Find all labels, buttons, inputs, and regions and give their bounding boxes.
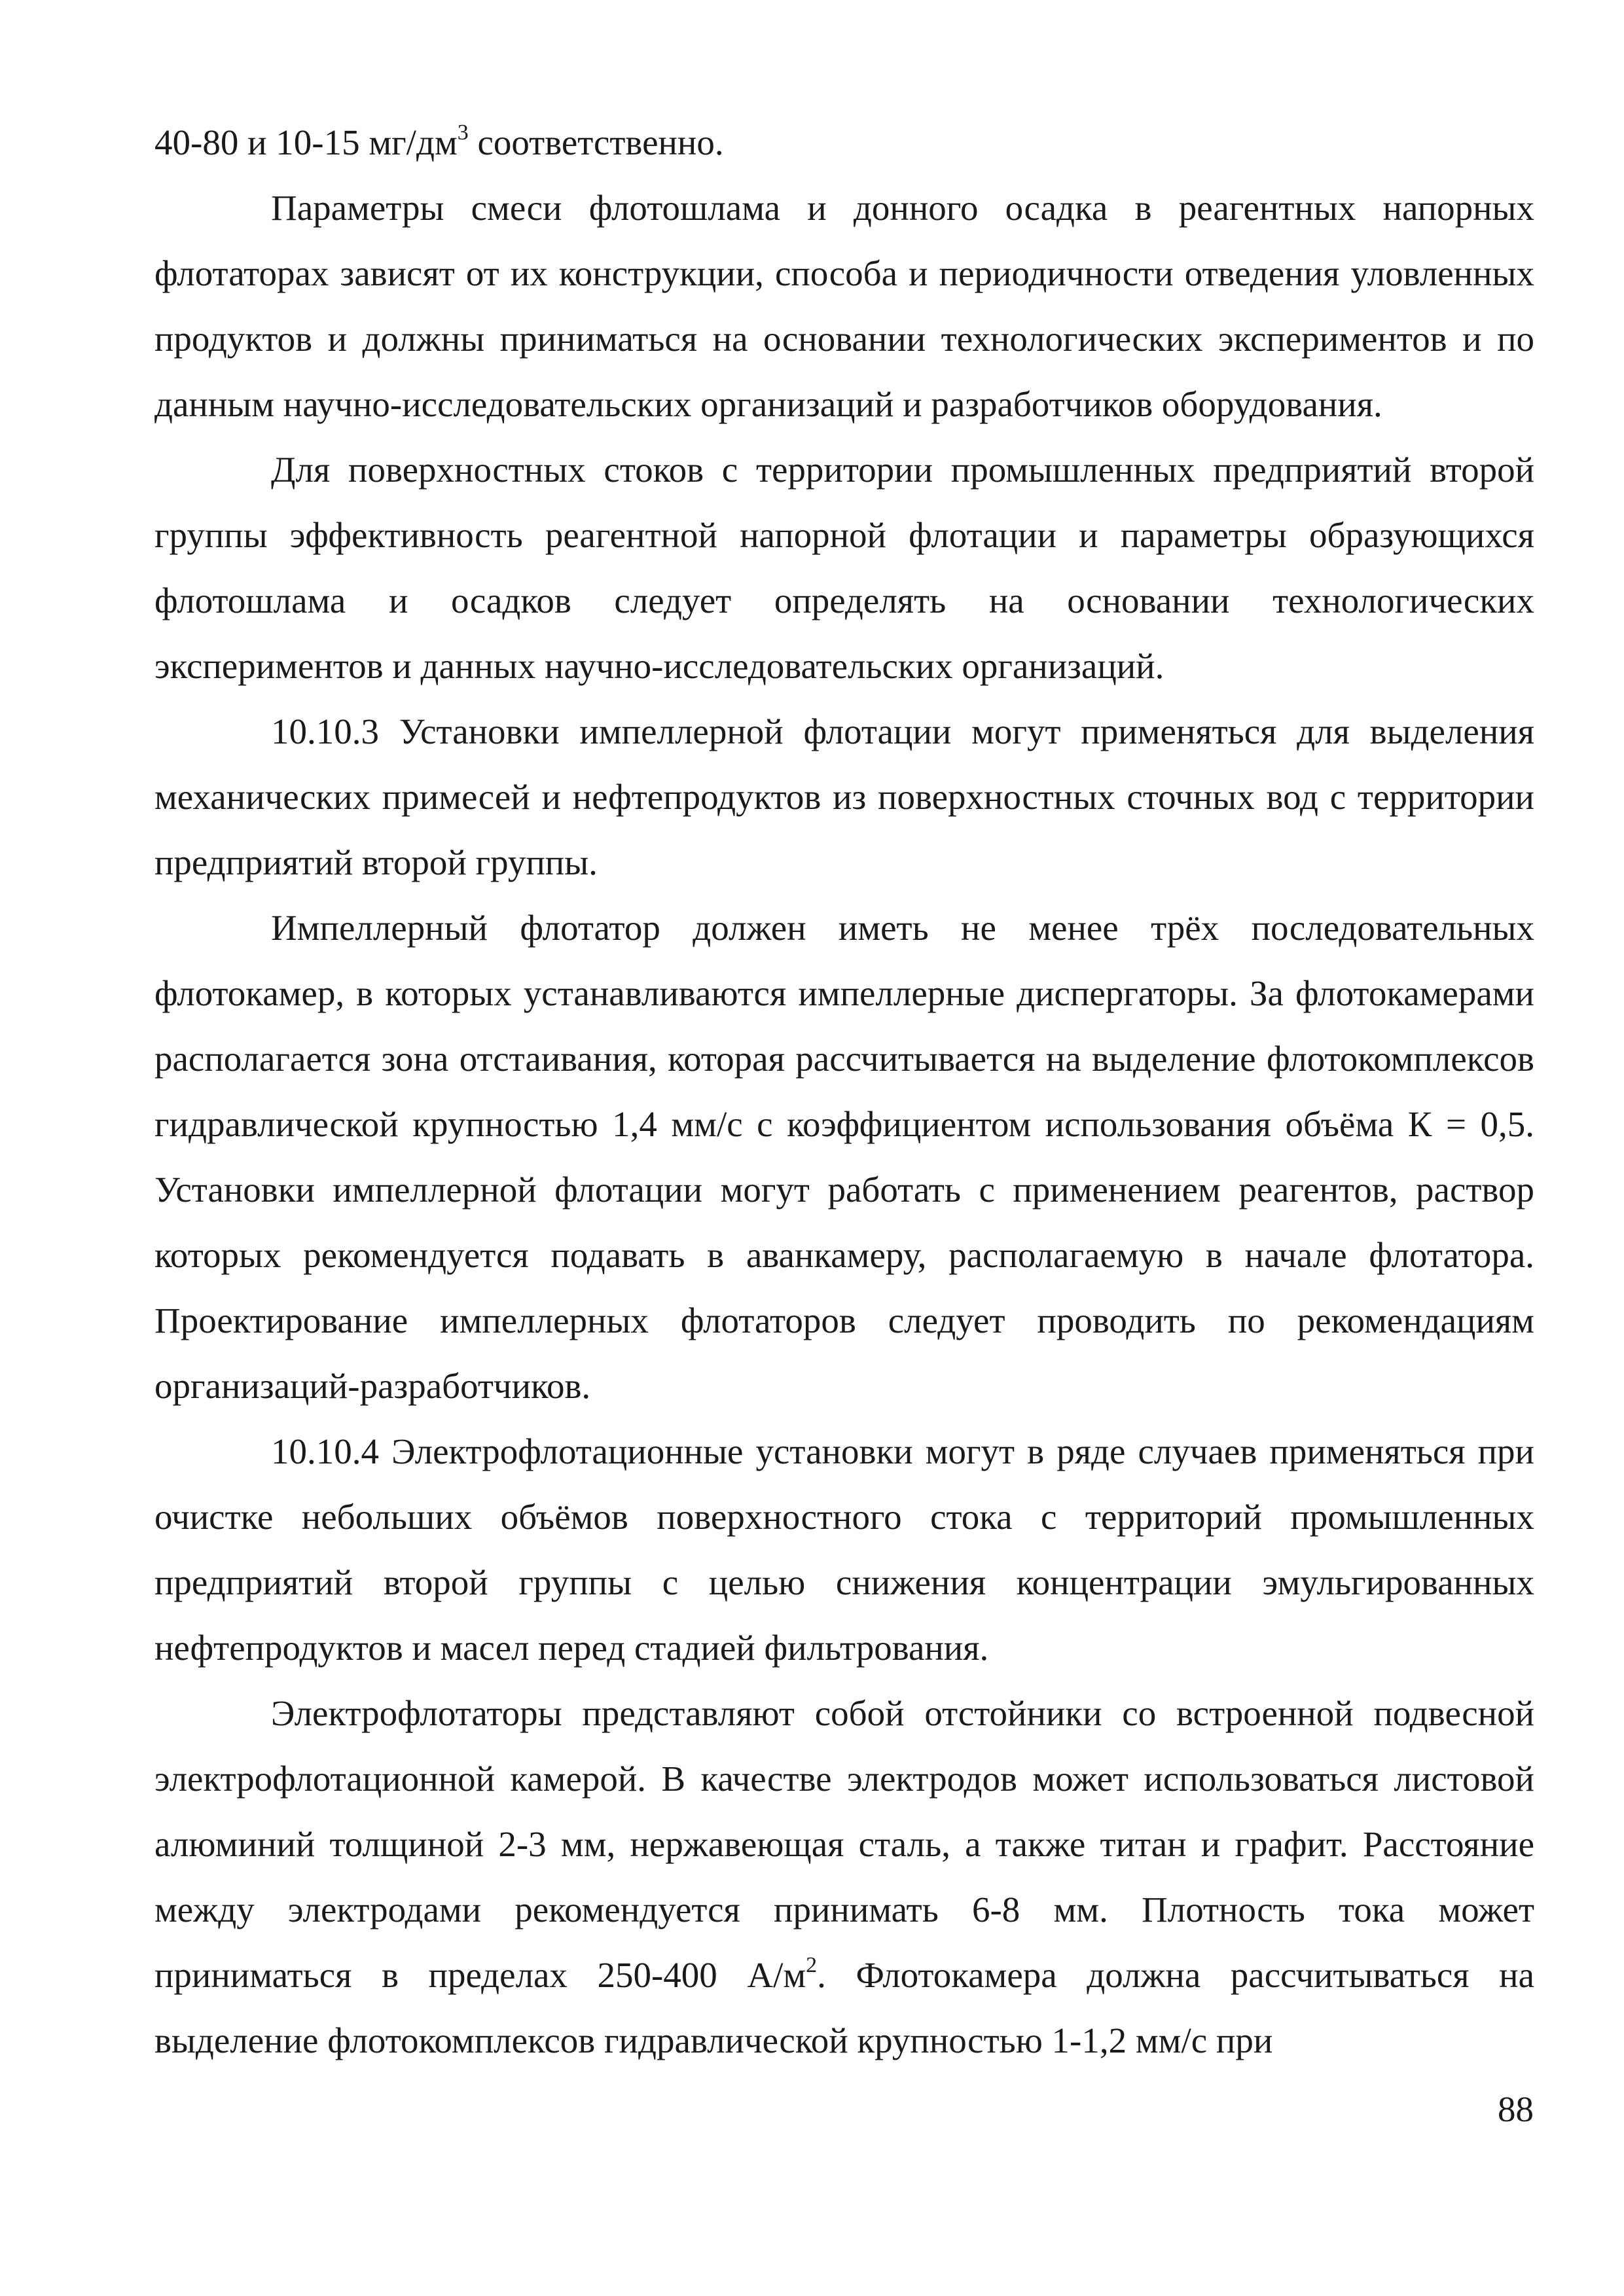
paragraph-flotation-sludge-parameters: Параметры смеси флотошлама и донного осадка в реагентных напорных флотаторах зависят от их конструкции, способа и периодичности отведения уловленных продуктов и должны приниматься на основании технологических экспериментов и по данным научно-исследовательских организаций и разработчиков оборудования. (154, 188, 1534, 424)
paragraph-electroflotators (154, 1681, 1534, 2073)
superscript: 3 (457, 120, 469, 145)
paragraph-impeller-flotator: Импеллерный флотатор должен иметь не менее трёх последовательных флотокамер, в которых устанавливаются импеллерные диспергаторы. За флотокамерами располагается зона отстаивания, которая рассчитывается на выделение флотокомплексов гидравлической крупностью 1,4 мм/с с коэффициентом использования объёма К = 0,5. Установки импеллерной флотации могут работать с применением реагентов, раствор которых рекомендуется подавать в аванкамеру, располагаемую в начале флотатора. Проектирование импеллерных флотаторов следует проводить по рекомендациям организаций-разработчиков. (154, 908, 1534, 1406)
paragraph-text: 40-80 и 10-15 мг/дм (154, 122, 458, 162)
paragraph-text-tail: соответственно. (468, 122, 724, 162)
paragraph-continuation (154, 110, 1534, 175)
page-number: 88 (1498, 2089, 1534, 2129)
superscript: 2 (806, 1952, 818, 1977)
paragraph-text-tail: . Флотокамера должна рассчитываться на выделение флотокомплексов гидравлической крупностью 1-1,2 мм/с при (154, 1955, 1534, 2060)
paragraph-text: Электрофлотаторы представляют собой отстойники со встроенной подвесной электрофлотационной камерой. В качестве электродов может использоваться листовой алюминий толщиной 2-3 мм, нержавеющая сталь, а также титан и графит. Расстояние между электродами рекомендуется принимать 6-8 мм. Плотность тока может приниматься в пределах 250-400 А/м (154, 1693, 1534, 1995)
paragraph-section-10-10-3: 10.10.3 Установки импеллерной флотации могут применяться для выделения механических примесей и нефтепродуктов из поверхностных сточных вод с территории предприятий второй группы. (154, 711, 1534, 882)
paragraph-surface-runoff: Для поверхностных стоков с территории промышленных предприятий второй группы эффективность реагентной напорной флотации и параметры образующихся флотошлама и осадков следует определять на основании технологических экспериментов и данных научно-исследовательских организаций. (154, 450, 1534, 686)
paragraph-section-10-10-4: 10.10.4 Электрофлотационные установки могут в ряде случаев применяться при очистке небольших объёмов поверхностного стока с территорий промышленных предприятий второй группы с целью снижения концентрации эмульгированных нефтепродуктов и масел перед стадией фильтрования. (154, 1431, 1534, 1668)
document-body (154, 110, 1534, 2073)
